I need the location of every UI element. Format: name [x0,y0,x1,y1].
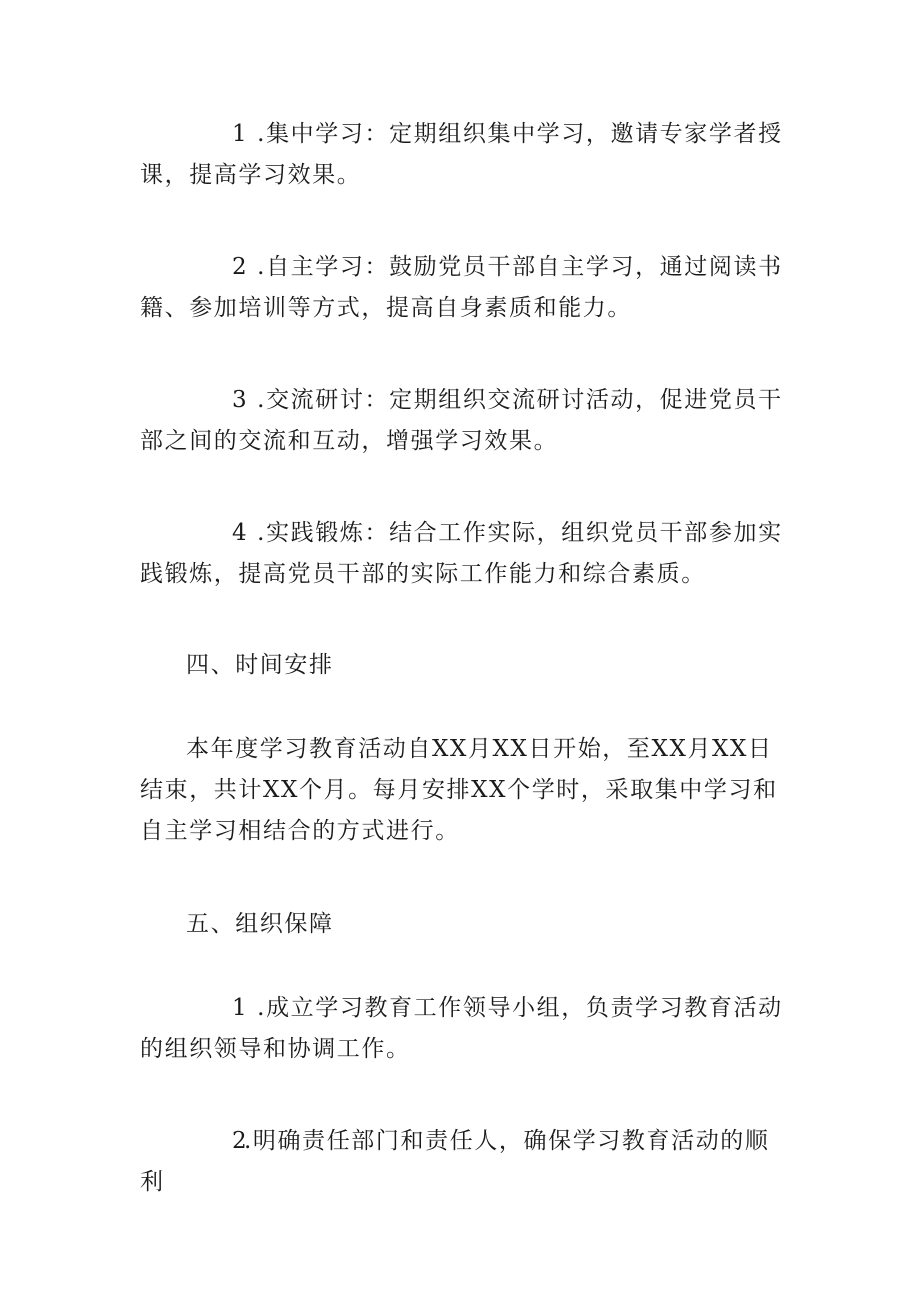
list-item-3 [140,380,790,462]
item-text: .交流研讨：定期组织交流研讨活动，促进党员干部之间的交流和互动，增强学习效果。 [140,387,783,454]
item-text: .明确责任部门和责任人，确保学习教育活动的顺利 [140,1128,770,1195]
list-item-2 [140,247,790,329]
section-heading-organization: 五、组织保障 [186,911,334,937]
item-number: 1 [232,995,249,1021]
section-body-time: 本年度学习教育活动自XX月XX日开始，至XX月XX日结束，共计XX个月。每月安排XX个学时，采取集中学习和自主学习相结合的方式进行。 [140,736,778,844]
item-number: 3 [232,387,249,413]
item-number: 1 [232,121,249,147]
list-item-1 [140,114,790,196]
item-text: .成立学习教育工作领导小组，负责学习教育活动的组织领导和协调工作。 [140,995,783,1062]
item-number: 2 [232,254,249,280]
item-number: 2 [232,1128,249,1154]
item-text: .实践锻炼：结合工作实际，组织党员干部参加实践锻炼，提高党员干部的实际工作能力和综合素质。 [140,520,783,587]
list-item-4 [140,513,790,595]
item-text: .自主学习：鼓励党员干部自主学习，通过阅读书籍、参加培训等方式，提高自身素质和能力。 [140,254,783,321]
list-item-org-2 [140,1121,790,1203]
item-text: .集中学习：定期组织集中学习，邀请专家学者授课，提高学习效果。 [140,121,783,188]
section-heading-time: 四、时间安排 [186,652,334,678]
list-item-org-1 [140,988,790,1070]
item-number: 4 [232,520,249,546]
